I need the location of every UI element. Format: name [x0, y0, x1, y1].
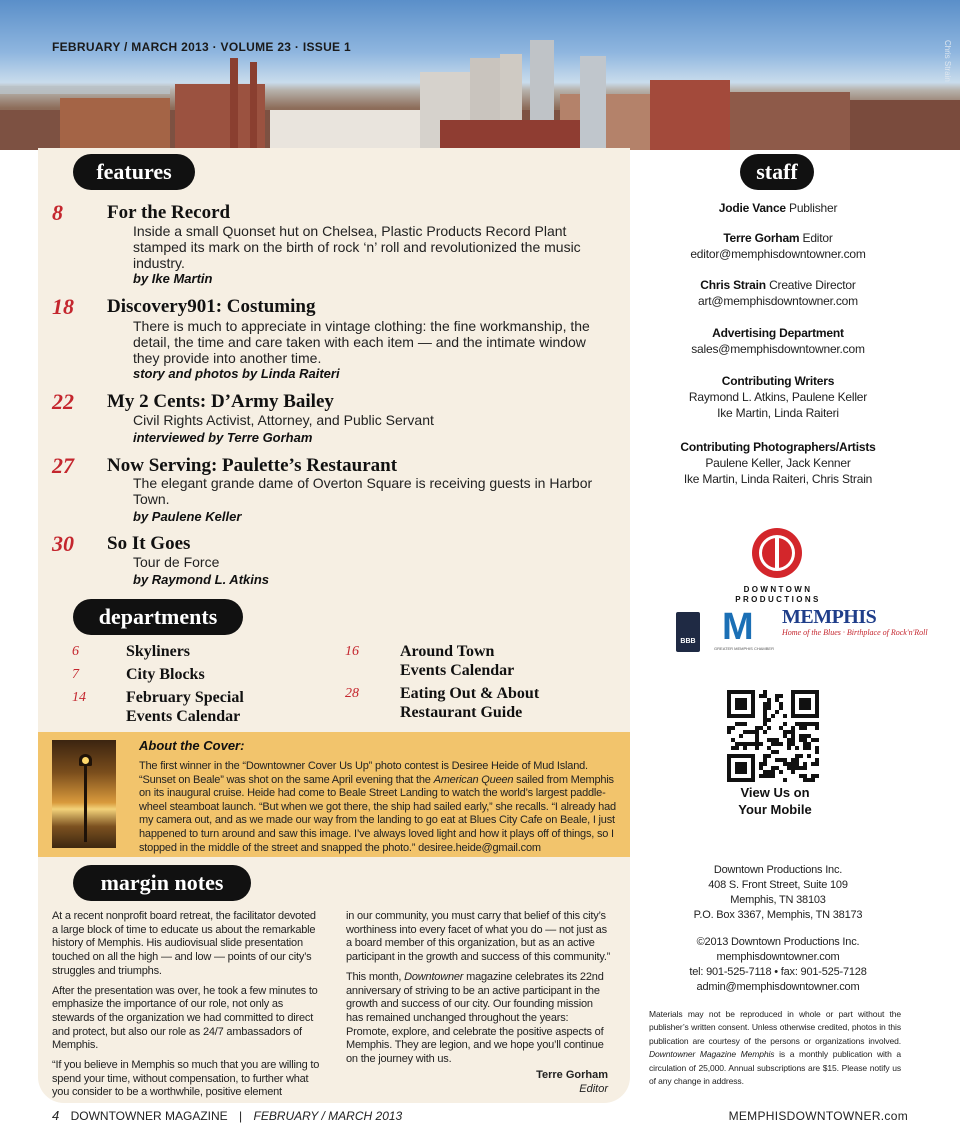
qr-module [815, 774, 819, 778]
contact-website-link[interactable]: memphisdowntowner.com [716, 951, 840, 963]
qr-module [767, 726, 771, 730]
footer-website-link[interactable]: MEMPHISDOWNTOWNER.com [728, 1109, 908, 1123]
qr-module [755, 746, 759, 750]
qr-module [727, 730, 731, 734]
bbb-text: BBB [680, 638, 696, 645]
qr-module [743, 746, 747, 750]
legal-text: is a monthly publication with a circulation of 25,000. Annual subscriptions are $15. Please notify us of any change in address. [649, 1049, 901, 1087]
bbb-logo [676, 612, 700, 652]
qr-caption-line: Your Mobile [738, 802, 812, 817]
staff-name: Contributing Writers [721, 374, 835, 388]
photo-credit: Chris Strain [943, 40, 952, 82]
feature-page-number: 8 [52, 200, 63, 225]
bridge [0, 86, 170, 94]
contact-line: 408 S. Front Street, Suite 109 [708, 879, 848, 891]
qr-module [775, 750, 779, 754]
downtown-productions-wordmark [700, 585, 856, 605]
qr-module [779, 694, 783, 698]
legal-notice [649, 1008, 901, 1088]
contact-line: Memphis, TN 38103 [730, 894, 826, 906]
qr-module [783, 778, 787, 782]
qr-module [779, 770, 783, 774]
chamber-letter: M [722, 606, 754, 648]
qr-module [815, 738, 819, 742]
margin-notes-paragraph: “If you believe in Memphis so much that you are willing to spend your time, without compensation, to further what you consider to be a worthwhile, positive element [52, 1059, 320, 1099]
qr-module [807, 746, 811, 750]
contact-line: ©2013 Downtown Productions Inc. [696, 936, 860, 948]
building [730, 92, 850, 150]
staff-advertising [640, 325, 916, 357]
feature-item[interactable] [52, 453, 612, 525]
logo-bar [775, 536, 779, 570]
memphis-chamber-logo [712, 608, 776, 654]
footer-separator: | [239, 1109, 243, 1123]
cover-text-part: sailed from Memphis on its inaugural cruise. Heide had come to Beale Street Landing to watch the world’s largest paddle-wheel steamboat launch. “But when we got there, the ship had sailed early,” she recalls. “I already had my camera out, and as we made our way from the landing to go eat at Blues City Cafe on Beale, I just happened to turn around and saw this image. I’ve always loved light and how it plays off of things, so I stopped in the middle of the street and snapped the photo.” desiree.heide@gmail.com [139, 773, 616, 854]
memphis-wordmark: MEMPHIS [782, 606, 877, 628]
margin-notes-paragraph: At a recent nonprofit board retreat, the facilitator devoted a large block of time to educate us about the remarkable history of Memphis. His audiovisual slide presentation touched on all the high — and low — points of our city’s struggles and triumphs. [52, 910, 316, 977]
qr-module [751, 714, 755, 718]
feature-title: My 2 Cents: D’Army Bailey [107, 391, 334, 412]
staff-writers [640, 373, 916, 421]
qr-module [811, 778, 815, 782]
contact-address [640, 863, 916, 923]
feature-page-number: 27 [52, 453, 74, 478]
qr-module [791, 770, 795, 774]
qr-module [743, 770, 747, 774]
qr-module [783, 714, 787, 718]
building [850, 100, 960, 150]
qr-module [743, 722, 747, 726]
wordmark-line: PRODUCTIONS [735, 595, 821, 604]
feature-title: So It Goes [107, 533, 191, 554]
contact-line: P.O. Box 3367, Memphis, TN 38173 [693, 909, 863, 921]
legal-italic: Downtowner Magazine Memphis [649, 1049, 775, 1060]
feature-page-number: 22 [52, 389, 74, 414]
feature-page-number: 30 [52, 531, 74, 556]
qr-module [751, 778, 755, 782]
smokestack [250, 62, 257, 150]
legal-text: Materials may not be reproduced in whole or part without the publisher’s written consent. Unless otherwise credited, photos in this publication are courtesy of the persons or organizations involved. [649, 1009, 901, 1046]
staff-name: Jodie Vance [718, 201, 786, 215]
department-page-number: 16 [345, 644, 359, 659]
qr-module [815, 762, 819, 766]
qr-module [759, 742, 763, 746]
qr-module [767, 754, 771, 758]
staff-list: Paulene Keller, Jack Kenner [705, 456, 851, 470]
staff-name: Contributing Photographers/Artists [680, 440, 876, 454]
feature-title: For the Record [107, 202, 231, 223]
building [440, 120, 580, 150]
qr-module [815, 750, 819, 754]
staff-email-link[interactable]: art@memphisdowntowner.com [698, 294, 858, 308]
qr-module [783, 722, 787, 726]
qr-module [743, 706, 747, 710]
qr-module [771, 714, 775, 718]
cover-text-part: The first winner in the “Downtowner Cover Us Up” photo contest is Desiree Heide of Mud Island. “Sunset on Beale” was shot on the same April evening that the [139, 760, 588, 786]
feature-item[interactable] [52, 200, 612, 290]
building [270, 110, 420, 150]
staff-name: Terre Gorham [723, 231, 800, 245]
lamp-glow [82, 757, 89, 764]
chamber-text: GREATER MEMPHIS CHAMBER [714, 646, 774, 651]
department-title: City Blocks [126, 666, 205, 683]
qr-module [803, 766, 807, 770]
feature-item[interactable] [52, 294, 612, 384]
contact-email-link[interactable]: admin@memphisdowntowner.com [696, 981, 860, 993]
feature-title: Now Serving: Paulette’s Restaurant [107, 455, 398, 476]
margin-notes-italic: Downtowner [404, 970, 464, 983]
qr-module [739, 734, 743, 738]
feature-item[interactable] [52, 531, 612, 591]
feature-description: There is much to appreciate in vintage clothing: the fine workmanship, the detail, the time and care taken with each item — and the intimate window they provide into another time. [133, 318, 590, 366]
building [650, 80, 730, 150]
qr-module [767, 706, 771, 710]
qr-module [767, 718, 771, 722]
qr-module [807, 754, 811, 758]
contact-line: Downtown Productions Inc. [713, 864, 843, 876]
feature-item[interactable] [52, 389, 612, 449]
department-item[interactable] [72, 642, 292, 664]
feature-byline: by Ike Martin [133, 271, 213, 286]
qr-module [771, 774, 775, 778]
feature-byline: interviewed by Terre Gorham [133, 430, 313, 445]
memphis-tagline: Home of the Blues · Birthplace of Rock'n'Roll [782, 628, 928, 637]
staff-editor [640, 230, 916, 262]
staff-list: Raymond L. Atkins, Paulene Keller [688, 390, 868, 404]
qr-module [803, 726, 807, 730]
signature-title: Editor [579, 1083, 608, 1095]
department-title: Skyliners [126, 643, 191, 660]
department-title: Around Town [400, 643, 495, 660]
qr-module [799, 754, 803, 758]
lamp-post [84, 762, 87, 842]
qr-module [815, 726, 819, 730]
department-title: February Special [126, 689, 244, 706]
feature-byline: by Paulene Keller [133, 509, 242, 524]
department-item[interactable] [72, 665, 292, 687]
qr-module [735, 746, 739, 750]
staff-list: Ike Martin, Linda Raiteri, Chris Strain [683, 472, 873, 486]
footer-magazine: DOWNTOWNER MAGAZINE [70, 1109, 228, 1123]
qr-module [779, 706, 783, 710]
margin-notes-heading: margin notes [73, 865, 251, 901]
downtown-productions-logo [752, 528, 802, 578]
footer-date: FEBRUARY / MARCH 2013 [253, 1109, 403, 1123]
margin-notes-column-1 [52, 910, 324, 1106]
issue-line: FEBRUARY / MARCH 2013 · VOLUME 23 · ISSUE 1 [52, 40, 351, 54]
staff-name: Chris Strain [700, 278, 766, 292]
feature-description: The elegant grande dame of Overton Square is receiving guests in Harbor Town. [133, 475, 593, 507]
header-skyline-photo [0, 0, 960, 150]
qr-module [763, 730, 767, 734]
staff-photographers [640, 439, 916, 487]
staff-publisher [640, 200, 916, 216]
staff-role: Publisher [789, 201, 838, 215]
signature-name: Terre Gorham [536, 1069, 608, 1081]
department-item[interactable] [345, 684, 575, 726]
features-heading: features [73, 154, 195, 190]
department-item[interactable] [345, 642, 575, 684]
feature-byline: story and photos by Linda Raiteri [133, 366, 340, 381]
cover-text-italic: American Queen [433, 773, 514, 786]
page-number: 4 [52, 1108, 60, 1123]
feature-title: Discovery901: Costuming [107, 296, 316, 317]
staff-name: Advertising Department [712, 326, 844, 340]
qr-module [787, 746, 791, 750]
staff-creative-director [640, 277, 916, 309]
department-page-number: 6 [72, 644, 79, 659]
staff-list: Ike Martin, Linda Raiteri [717, 406, 839, 420]
about-the-cover-box [38, 732, 630, 857]
department-subtitle: Restaurant Guide [400, 704, 523, 721]
department-item[interactable] [72, 688, 292, 730]
department-page-number: 14 [72, 690, 86, 705]
qr-caption-line: View Us on [740, 785, 810, 800]
cover-text [139, 760, 619, 855]
memphis-logo [782, 606, 928, 646]
staff-role: Creative Director [769, 278, 856, 292]
smokestack [230, 58, 238, 150]
qr-module [763, 762, 767, 766]
contact-phone: tel: 901-525-7118 • fax: 901-525-7128 [689, 966, 867, 978]
contact-details [640, 935, 916, 995]
qr-caption [700, 784, 850, 818]
wordmark-line: DOWNTOWN [743, 585, 813, 594]
margin-notes-text: This month, [346, 970, 405, 983]
signature [480, 1069, 608, 1095]
feature-description: Inside a small Quonset hut on Chelsea, Plastic Products Record Plant stamped its mark on the birth of rock ‘n’ roll and revolutionized the music industry. [133, 223, 581, 271]
margin-notes-paragraph: in our community, you must carry that belief of this city’s worthiness into every facet of what you do — not just as a board member of this organization, but as an active participant in the growth and success of this community.” [346, 910, 611, 964]
qr-module [807, 706, 811, 710]
qr-module [779, 742, 783, 746]
tower [580, 56, 606, 150]
departments-heading: departments [73, 599, 243, 635]
staff-email-link[interactable]: editor@memphisdowntowner.com [690, 247, 866, 261]
qr-code[interactable] [727, 690, 819, 782]
margin-notes-column-2 [346, 910, 612, 1073]
department-page-number: 28 [345, 686, 359, 701]
cover-thumbnail [52, 740, 116, 848]
qr-module [795, 746, 799, 750]
margin-notes-text: magazine celebrates its 22nd anniversary of striving to be an active participant in the growth and success of our city. Our founding mission has remained unchanged throughout the years: Promote, explore, and celebrate the positive aspects of Memphis. They are legion, and we hope you’ll continue on the journey with us. [346, 970, 604, 1066]
feature-byline: by Raymond L. Atkins [133, 572, 270, 587]
cover-heading: About the Cover: [139, 738, 245, 753]
department-page-number: 7 [72, 667, 79, 682]
qr-module [775, 710, 779, 714]
staff-heading: staff [740, 154, 814, 190]
qr-module [731, 726, 735, 730]
feature-page-number: 18 [52, 294, 74, 319]
department-subtitle: Events Calendar [400, 662, 515, 679]
feature-description: Tour de Force [133, 554, 220, 570]
staff-email-link[interactable]: sales@memphisdowntowner.com [691, 342, 865, 356]
department-subtitle: Events Calendar [126, 708, 241, 725]
margin-notes-paragraph [346, 971, 612, 1067]
staff-role: Editor [802, 231, 833, 245]
feature-description: Civil Rights Activist, Attorney, and Public Servant [133, 412, 434, 428]
footer-left [52, 1108, 402, 1123]
margin-notes-paragraph: After the presentation was over, he took a few minutes to emphasize the importance of our role, not only as stewards of the organization we had committed to direct and protect, but also our role as 24/7 ambassadors of Memphis. [52, 984, 318, 1052]
qr-module [815, 714, 819, 718]
building [60, 98, 170, 150]
department-title: Eating Out & About [400, 685, 540, 702]
